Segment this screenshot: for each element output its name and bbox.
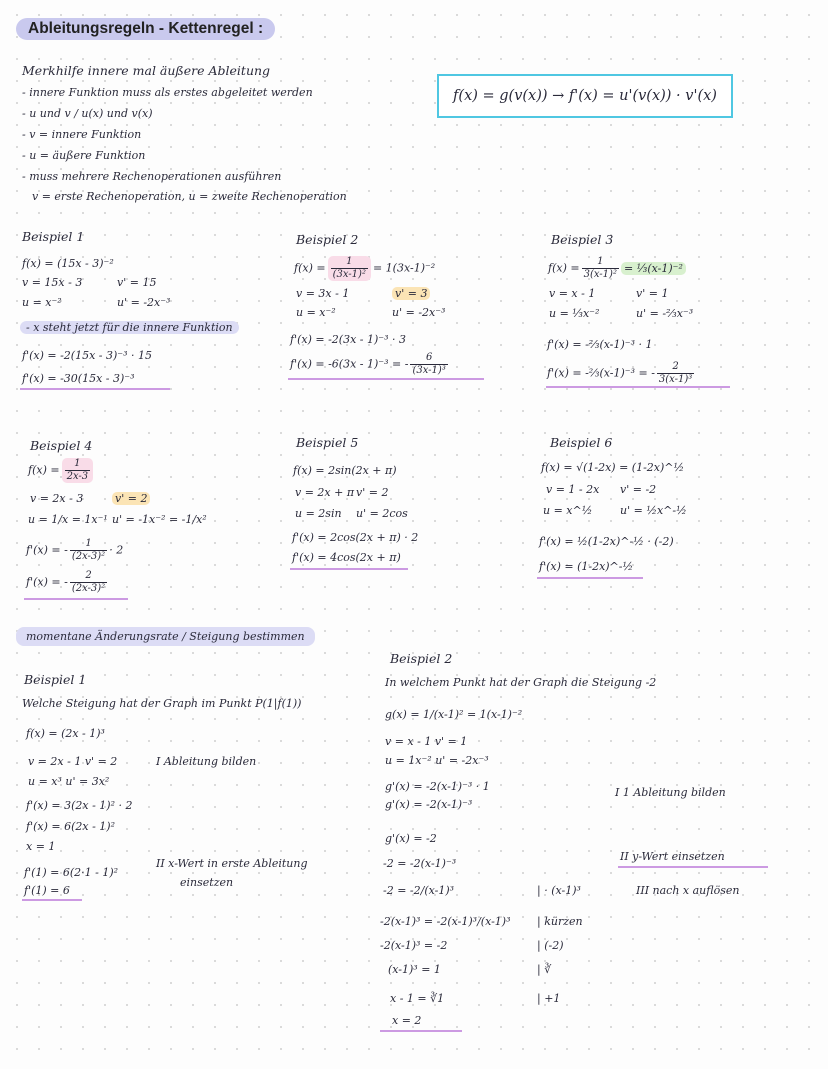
operation: | (-2): [537, 939, 564, 952]
example-title: Beispiel 1: [24, 672, 87, 687]
function-definition: f(x) = (15x - 3)⁻²: [22, 257, 114, 270]
intro-line: - innere Funktion muss als erstes abgeleitet werden: [22, 86, 313, 99]
derivative-step: f'(x) = -2(3x - 1)⁻³ · 3: [290, 333, 407, 346]
derivative-step: f'(x) = -⅔(x-1)⁻³ · 1: [547, 338, 653, 351]
inner-function: v = 3x - 1: [296, 287, 350, 300]
work-line: (x-1)³ = 1: [388, 963, 441, 976]
work-line: g'(x) = -2(x-1)⁻³ · 1: [385, 780, 490, 793]
function-definition: f(x) = $\frac{1}{\text{3(x-1)²}}$ = ⅓(x-1)⁻²: [548, 256, 686, 281]
step-label: II y-Wert einsetzen: [620, 850, 725, 863]
derivative-step: f'(x) = ½(1-2x)^-½ · (-2): [539, 535, 674, 548]
function-definition: f(x) = √(1-2x) = (1-2x)^½: [541, 461, 685, 474]
derivative-result: f'(x) = -6(3x - 1)⁻³ = - $\frac{6}{\text{(3x-1)³}}$: [290, 352, 446, 376]
derivative-step: f'(x) = - $\frac{1}{\text{(2x-3)²}}$ · 2: [26, 538, 124, 562]
function-definition: f(x) = $\frac{1}{\text{(3x-1)²}}$ = 1(3x-1)⁻²: [294, 256, 436, 280]
derivative-step: f'(x) = -2(15x - 3)⁻³ · 15: [22, 349, 153, 362]
underline: [537, 577, 643, 579]
intro-line: - v = innere Funktion: [22, 128, 142, 141]
outer-derivative: u' = -2x⁻³: [117, 296, 171, 309]
question: In welchem Punkt hat der Graph die Steigung -2: [385, 676, 657, 689]
work-line: g'(x) = -2(x-1)⁻³: [385, 798, 473, 811]
section-heading: momentane Änderungsrate / Steigung bestimmen: [16, 627, 315, 646]
inner-derivative: v' = 2: [112, 492, 150, 505]
example-title: Beispiel 1: [22, 229, 85, 244]
work-line: u = 1x⁻² u' = -2x⁻³: [385, 754, 489, 767]
derivative-result: f'(x) = 4cos(2x + π): [292, 551, 401, 564]
example-title: Beispiel 2: [390, 651, 453, 666]
example-title: Beispiel 4: [30, 438, 93, 453]
outer-function: u = ⅓x⁻²: [549, 307, 600, 320]
operation: | kürzen: [537, 915, 583, 928]
step-label: III nach x auflösen: [636, 884, 740, 897]
derivative-result: f'(x) = - $\frac{2}{\text{(2x-3)²}}$: [26, 570, 106, 594]
outer-derivative: u' = -2x⁻³: [392, 306, 446, 319]
intro-line: - u = äußere Funktion: [22, 149, 146, 162]
work-line: v = 2x - 1 v' = 2: [28, 755, 118, 768]
work-line: g'(x) = -2: [385, 832, 437, 845]
work-result: x = 2: [392, 1014, 422, 1027]
work-line: g(x) = 1/(x-1)² = 1(x-1)⁻²: [385, 708, 523, 721]
outer-function: u = x⁻²: [22, 296, 62, 309]
inner-derivative: v' = -2: [620, 483, 657, 496]
intro-line: - muss mehrere Rechenoperationen ausführen: [22, 170, 282, 183]
example-title: Beispiel 3: [551, 232, 614, 247]
underline: [290, 568, 408, 570]
operation: | · (x-1)³: [537, 884, 581, 897]
underline: [288, 378, 484, 380]
outer-function: u = 1/x = 1x⁻¹: [28, 513, 108, 526]
example-title: Beispiel 5: [296, 435, 359, 450]
work-line: f(x) = (2x - 1)³: [26, 727, 105, 740]
work-line: v = x - 1 v' = 1: [385, 735, 468, 748]
work-line: f'(x) = 3(2x - 1)² · 2: [26, 799, 133, 812]
underline: [22, 899, 82, 901]
outer-derivative: u' = -1x⁻² = -1/x²: [112, 513, 207, 526]
derivative-result: f'(x) = (1-2x)^-½: [539, 560, 634, 573]
inner-function: v = 1 - 2x: [546, 483, 600, 496]
work-line: -2(x-1)³ = -2: [380, 939, 448, 952]
derivative-result: f'(x) = -⅔(x-1)⁻³ = - $\frac{2}{\text{3(x-1)³}}$: [547, 361, 693, 385]
work-result: f'(1) = 6: [24, 884, 70, 897]
inner-function: v = 15x - 3: [22, 276, 83, 289]
outer-function: u = 2sin: [295, 507, 342, 520]
step-label: einsetzen: [180, 876, 234, 889]
operation: | +1: [537, 992, 561, 1005]
work-line: -2 = -2/(x-1)³: [383, 884, 455, 897]
inner-function: v = 2x - 3: [30, 492, 84, 505]
chain-rule-formula: f(x) = g(v(x)) → f'(x) = u'(v(x)) · v'(x): [437, 74, 733, 118]
inner-derivative: v' = 15: [117, 276, 157, 289]
work-line: f'(x) = 6(2x - 1)²: [26, 820, 115, 833]
work-line: x = 1: [26, 840, 56, 853]
work-line: u = x³ u' = 3x²: [28, 775, 110, 788]
work-line: -2(x-1)³ = -2(x-1)³/(x-1)³: [380, 915, 511, 928]
function-definition: f(x) = $\frac{1}{2x-3}$: [28, 458, 95, 483]
inner-derivative: v' = 2: [356, 486, 389, 499]
intro-line: v = erste Rechenoperation, u = zweite Rechenoperation: [32, 190, 347, 203]
outer-derivative: u' = ½x^-½: [620, 504, 687, 517]
derivative-result: f'(x) = -30(15x - 3)⁻³: [22, 372, 135, 385]
underline: [20, 388, 170, 390]
operation: | ∛: [537, 963, 552, 976]
inner-derivative: v' = 1: [636, 287, 669, 300]
outer-function: u = x⁻²: [296, 306, 336, 319]
underline: [380, 1030, 462, 1032]
step-label: I Ableitung bilden: [156, 755, 257, 768]
derivative-step: f'(x) = 2cos(2x + π) · 2: [292, 531, 419, 544]
step-label: II x-Wert in erste Ableitung: [156, 857, 308, 870]
example-title: Beispiel 6: [550, 435, 613, 450]
page-title: Ableitungsregeln - Kettenregel :: [16, 18, 275, 40]
work-line: -2 = -2(x-1)⁻³: [383, 857, 457, 870]
inner-derivative: v' = 3: [392, 287, 430, 300]
outer-derivative: u' = 2cos: [356, 507, 408, 520]
outer-derivative: u' = -⅔x⁻³: [636, 307, 694, 320]
question: Welche Steigung hat der Graph im Punkt P(1|f(1)): [22, 697, 302, 710]
underline: [618, 866, 768, 868]
intro-heading: Merkhilfe innere mal äußere Ableitung: [22, 63, 271, 78]
underline: [24, 598, 128, 600]
step-label: I 1 Ableitung bilden: [615, 786, 726, 799]
inner-function: v = x - 1: [549, 287, 596, 300]
work-line: f'(1) = 6(2·1 - 1)²: [24, 866, 119, 879]
outer-function: u = x^½: [543, 504, 593, 517]
work-line: x - 1 = ∛1: [390, 992, 445, 1005]
example-title: Beispiel 2: [296, 232, 359, 247]
inner-function: v = 2x + π: [295, 486, 355, 499]
note-highlight: - x steht jetzt für die innere Funktion: [20, 321, 239, 334]
function-definition: f(x) = 2sin(2x + π): [293, 464, 397, 477]
intro-line: - u und v / u(x) und v(x): [22, 107, 153, 120]
underline: [546, 386, 730, 388]
